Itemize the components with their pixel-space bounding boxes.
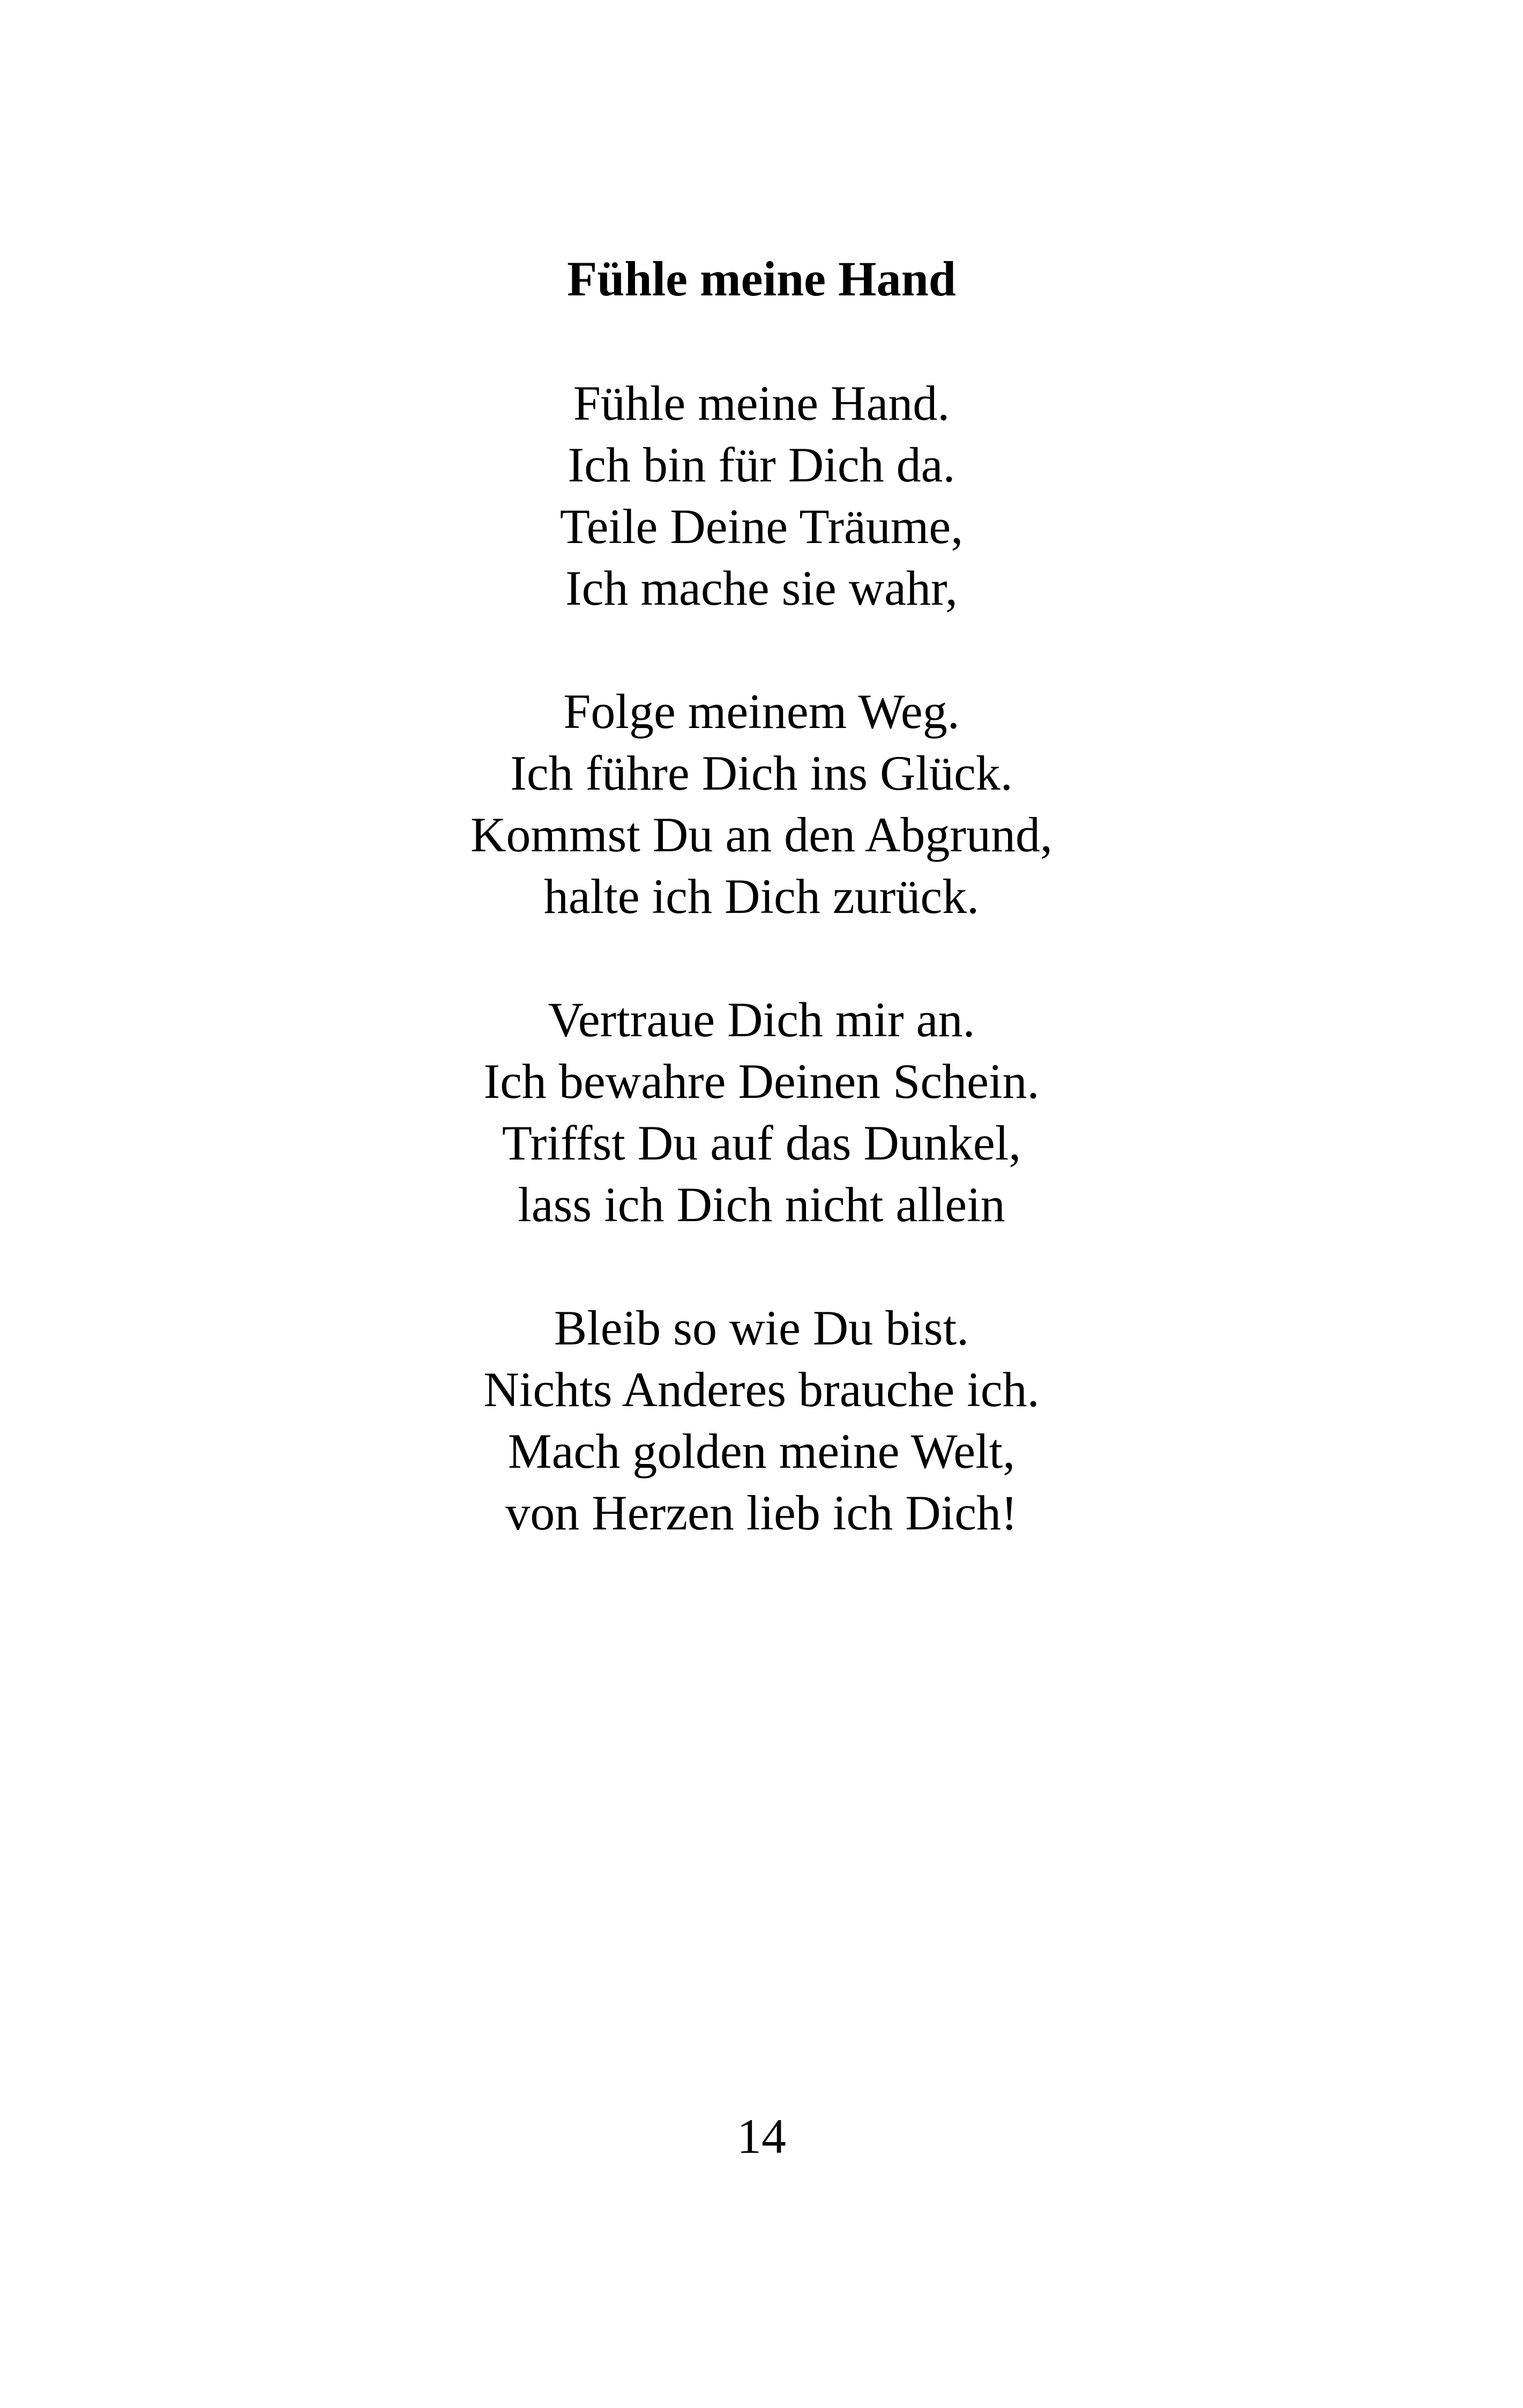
verse-line: Ich mache sie wahr, xyxy=(565,561,958,615)
verse-line: Kommst Du an den Abgrund, xyxy=(470,807,1053,862)
verse-line: Ich bewahre Deinen Schein. xyxy=(483,1054,1040,1109)
poem-title: Fühle meine Hand xyxy=(567,251,956,306)
verse-line: Bleib so wie Du bist. xyxy=(554,1300,969,1355)
stanza-2 xyxy=(0,681,1523,927)
verse-line: halte ich Dich zurück. xyxy=(543,869,980,924)
verse-line: Ich bin für Dich da. xyxy=(568,437,955,492)
verse-line: Vertraue Dich mir an. xyxy=(548,992,975,1047)
verse-line: lass ich Dich nicht allein xyxy=(518,1177,1005,1232)
verse-line: Teile Deine Träume, xyxy=(559,499,964,554)
stanza-1 xyxy=(0,373,1523,619)
stanza-3 xyxy=(0,989,1523,1236)
poem xyxy=(0,249,1523,1544)
verse-line: Fühle meine Hand. xyxy=(573,376,950,430)
page-number: 14 xyxy=(737,2109,786,2164)
verse-line: Mach golden meine Welt, xyxy=(507,1424,1016,1478)
poem-stanzas xyxy=(0,373,1523,1544)
stanza-4 xyxy=(0,1297,1523,1544)
verse-line: Triffst Du auf das Dunkel, xyxy=(502,1116,1021,1170)
verse-line: Nichts Anderes brauche ich. xyxy=(483,1362,1040,1417)
verse-line: Ich führe Dich ins Glück. xyxy=(510,746,1013,800)
verse-line: von Herzen lieb ich Dich! xyxy=(505,1485,1018,1540)
verse-line: Folge meinem Weg. xyxy=(563,684,960,739)
